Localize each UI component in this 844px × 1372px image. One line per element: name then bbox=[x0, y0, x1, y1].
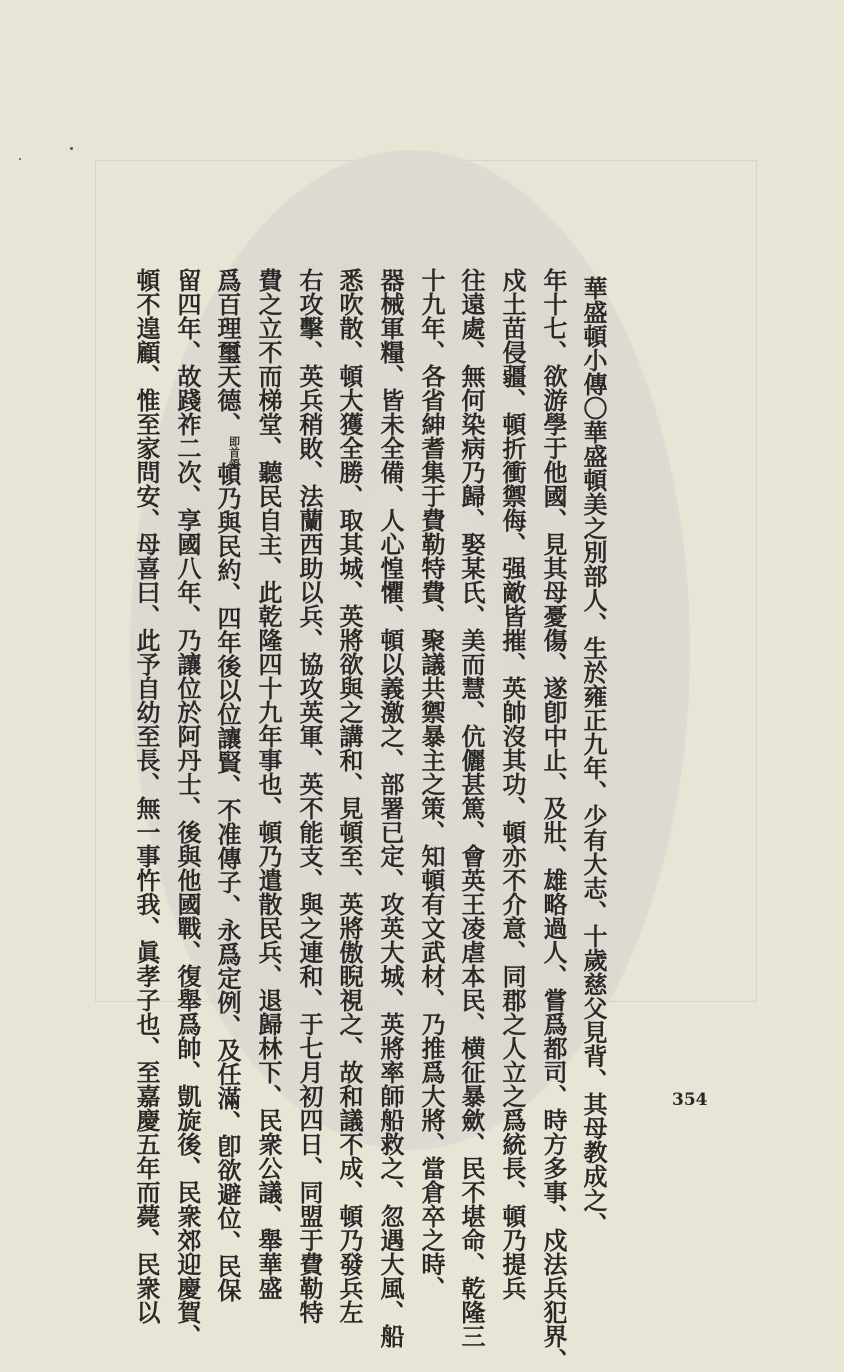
speck bbox=[19, 158, 21, 160]
text-column-10 bbox=[212, 268, 242, 1302]
column-10-text-b: 頓乃與民約、四年後以位讓賢、不准傳子、永爲定例、及任滿、卽欲避位、民保 bbox=[213, 462, 242, 1302]
speck bbox=[70, 147, 73, 150]
text-column-6: 器械軍糧、皆未全備、人心惶懼、頓以義激之、部署已定、攻英大城、英將率師船救之、忽遇大風、船 bbox=[376, 268, 405, 1348]
text-column-2: 年十七、欲游學于他國、見其母憂傷、遂卽中止、及壯、雄略過人、嘗爲都司、時方多事、戍法兵犯界、 bbox=[539, 268, 568, 1372]
text-column-8: 右攻擊、英兵稍敗、法蘭西助以兵、協攻英軍、英不能支、與之連和、于七月初四日、同盟于費勒特 bbox=[295, 268, 324, 1324]
text-column-4: 往遠處、無何染病乃歸、娶某氏、美而慧、伉儷甚篤、會英王凌虐本民、横征暴歛、民不堪命、乾隆三 bbox=[457, 268, 486, 1348]
text-column-1: 華盛頓小傳〇華盛頓美之別部人、生於雍正九年、少有大志、十歲慈父見背、其母教成之、 bbox=[579, 276, 608, 1236]
column-10-text-a: 爲百理璽天德、 bbox=[213, 268, 242, 436]
text-column-7: 悉吹散、頓大獲全勝、取其城、英將欲與之講和、見頓至、英將傲睨視之、故和議不成、頓乃發兵左 bbox=[335, 268, 364, 1324]
text-column-12: 頓不遑顧、惟至家問安、母喜曰、此予自幼至長、無一事忤我、眞孝子也、至嘉慶五年而薨、民衆以 bbox=[132, 268, 161, 1324]
text-column-11: 留四年、故踐祚二次、享國八年、乃讓位於阿丹士、後與他國戰、復舉爲帥、凱旋後、民衆郊迎慶賀、 bbox=[173, 268, 202, 1348]
inline-annotation: 即首領 bbox=[227, 436, 241, 469]
page-number: 354 bbox=[672, 1090, 708, 1110]
text-column-9: 費之立不而梯堂、聽民自主、此乾隆四十九年事也、頓乃遣散民兵、退歸林下、民衆公議、舉華盛 bbox=[254, 268, 283, 1300]
text-column-3: 戍土苗侵疆、頓折衝禦侮、强敵皆摧、英帥沒其功、頓亦不介意、同郡之人立之爲統長、頓乃提兵 bbox=[498, 268, 527, 1300]
text-column-5: 十九年、各省紳耆集于費勒特費、聚議共禦暴主之策、知頓有文武材、乃推爲大將、當倉卒之時、 bbox=[417, 268, 446, 1300]
